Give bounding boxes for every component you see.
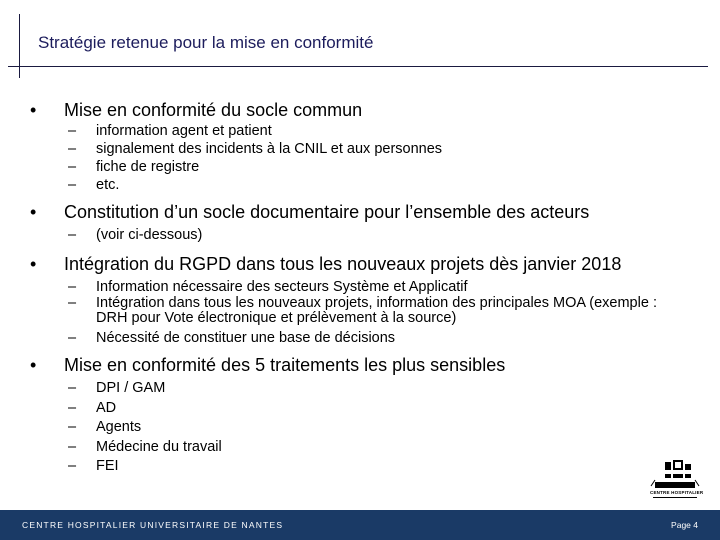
sub-item — [30, 296, 670, 326]
bullet-text: Mise en conformité du socle commun — [64, 100, 363, 120]
sub-list-1 — [30, 122, 670, 194]
dash-marker: – — [68, 141, 77, 157]
sub-text: AD — [96, 399, 117, 416]
dash-marker: – — [68, 330, 77, 346]
sub-item — [30, 176, 670, 194]
sub-item — [30, 140, 670, 158]
bullet-4 — [30, 355, 670, 375]
bullet-dot: • — [30, 254, 37, 274]
sub-text: Information nécessaire des secteurs Système et Applicatif — [96, 279, 468, 295]
sub-text: Intégration dans tous les nouveaux projets, information des principales MOA (exemple : DRH pour Vote électronique et prélèvement à la source) — [96, 295, 657, 326]
sub-list-4 — [30, 379, 670, 477]
bullet-dot: • — [30, 100, 37, 120]
bullet-dot: • — [30, 202, 37, 222]
slide-title: Stratégie retenue pour la mise en conformité — [38, 33, 374, 52]
dash-marker: – — [68, 438, 77, 455]
sub-text: information agent et patient — [96, 123, 272, 139]
sub-item — [30, 226, 670, 244]
dash-marker: – — [68, 399, 77, 416]
footer-bar — [0, 510, 720, 540]
sub-item — [30, 399, 670, 419]
bullet-3 — [30, 254, 670, 274]
bullet-text: Mise en conformité des 5 traitements les plus sensibles — [64, 355, 506, 375]
slide-content — [30, 100, 670, 477]
dash-marker: – — [68, 123, 77, 139]
hospital-logo-icon — [645, 458, 705, 506]
sub-item — [30, 418, 670, 438]
bullet-text: Constitution d’un socle documentaire pour l’ensemble des acteurs — [64, 202, 590, 222]
sub-item — [30, 122, 670, 140]
page-number: Page 4 — [671, 520, 698, 530]
sub-text: Nécessité de constituer une base de décisions — [96, 330, 396, 346]
header-vertical-rule — [19, 14, 20, 78]
logo-caption: CENTRE HOSPITALIER — [650, 490, 704, 495]
dash-marker: – — [68, 458, 77, 474]
dash-marker: – — [68, 380, 77, 396]
sub-item — [30, 379, 670, 399]
header-horizontal-rule — [8, 66, 708, 67]
sub-list-3 — [30, 278, 670, 347]
dash-marker: – — [68, 295, 77, 311]
dash-marker: – — [68, 177, 77, 193]
bullet-1 — [30, 100, 670, 120]
sub-text: Agents — [96, 419, 142, 435]
sub-item — [30, 329, 670, 347]
sub-text: fiche de registre — [96, 159, 200, 175]
sub-list-2 — [30, 226, 670, 244]
dash-marker: – — [68, 419, 77, 435]
dash-marker: – — [68, 227, 77, 243]
sub-text: etc. — [96, 177, 120, 193]
footer-organization: CENTRE HOSPITALIER UNIVERSITAIRE DE NANTES — [22, 520, 284, 530]
bullet-2 — [30, 202, 670, 222]
sub-item — [30, 438, 670, 458]
sub-item — [30, 457, 670, 477]
sub-text: (voir ci-dessous) — [96, 227, 203, 243]
sub-text: DPI / GAM — [96, 380, 166, 396]
sub-text: Médecine du travail — [96, 438, 222, 455]
dash-marker: – — [68, 159, 77, 175]
bullet-text: Intégration du RGPD dans tous les nouveaux projets dès janvier 2018 — [64, 254, 622, 274]
bullet-dot: • — [30, 355, 37, 375]
sub-text: signalement des incidents à la CNIL et aux personnes — [96, 141, 443, 157]
dash-marker: – — [68, 279, 77, 295]
sub-item — [30, 278, 670, 296]
sub-item — [30, 158, 670, 176]
sub-text: FEI — [96, 458, 119, 474]
